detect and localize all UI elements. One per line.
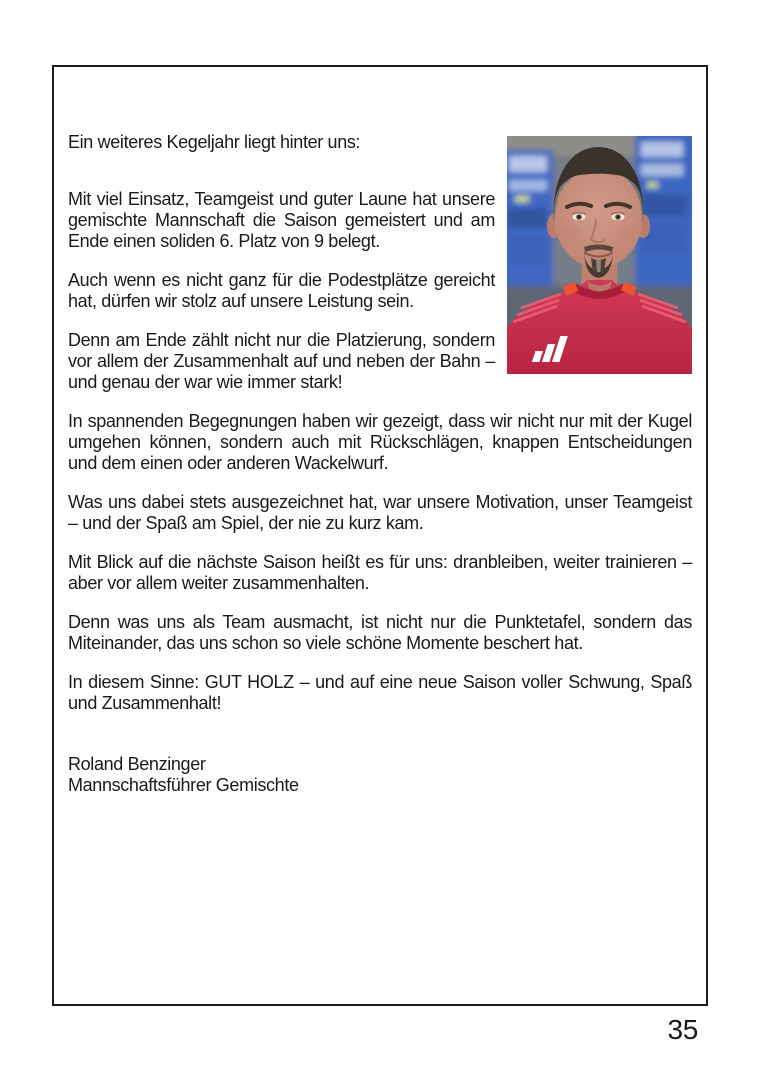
paragraph-season-result: Mit viel Einsatz, Teamgeist und guter Laune hat unsere gemischte Mannschaft die Saison gemeistert und am Ende einen soliden 6. Platz von 9 belegt. (68, 189, 495, 251)
content-frame-border (52, 65, 708, 1006)
signature-role: Mannschaftsführer Gemischte (68, 775, 299, 795)
paragraph-gut-holz: In diesem Sinne: GUT HOLZ – und auf eine neue Saison voller Schwung, Spaß und Zusammenhalt! (68, 672, 692, 713)
page-number: 35 (667, 1014, 698, 1045)
paragraph-begegnungen: In spannenden Begegnungen haben wir gezeigt, dass wir nicht nur mit der Kugel umgehen können, sondern auch mit Rückschlägen, knappen Entscheidungen und dem einen oder anderen Wackelwurf. (68, 411, 692, 473)
signature-name: Roland Benzinger (68, 754, 206, 774)
intro-line: Ein weiteres Kegeljahr liegt hinter uns: (68, 132, 361, 152)
team-captain-photo (507, 136, 692, 374)
paragraph-podium: Auch wenn es nicht ganz für die Podestplätze gereicht hat, dürfen wir stolz auf unsere Leistung sein. (68, 270, 495, 311)
paragraph-zusammenhalt: Denn am Ende zählt nicht nur die Platzierung, sondern vor allem der Zusammenhalt auf und neben der Bahn – und genau der war wie immer stark! (68, 330, 495, 392)
paragraph-miteinander: Denn was uns als Team ausmacht, ist nicht nur die Punktetafel, sondern das Miteinander, das uns schon so viele schöne Momente beschert hat. (68, 612, 692, 653)
paragraph-ausblick: Mit Blick auf die nächste Saison heißt es für uns: dranbleiben, weiter trainieren – aber vor allem weiter zusammenhalten. (68, 552, 692, 593)
paragraph-motivation: Was uns dabei stets ausgezeichnet hat, war unsere Motivation, unser Teamgeist – und der Spaß am Spiel, der nie zu kurz kam. (68, 492, 692, 533)
signature-block (68, 754, 692, 796)
portrait-photo-graphic (507, 136, 692, 374)
